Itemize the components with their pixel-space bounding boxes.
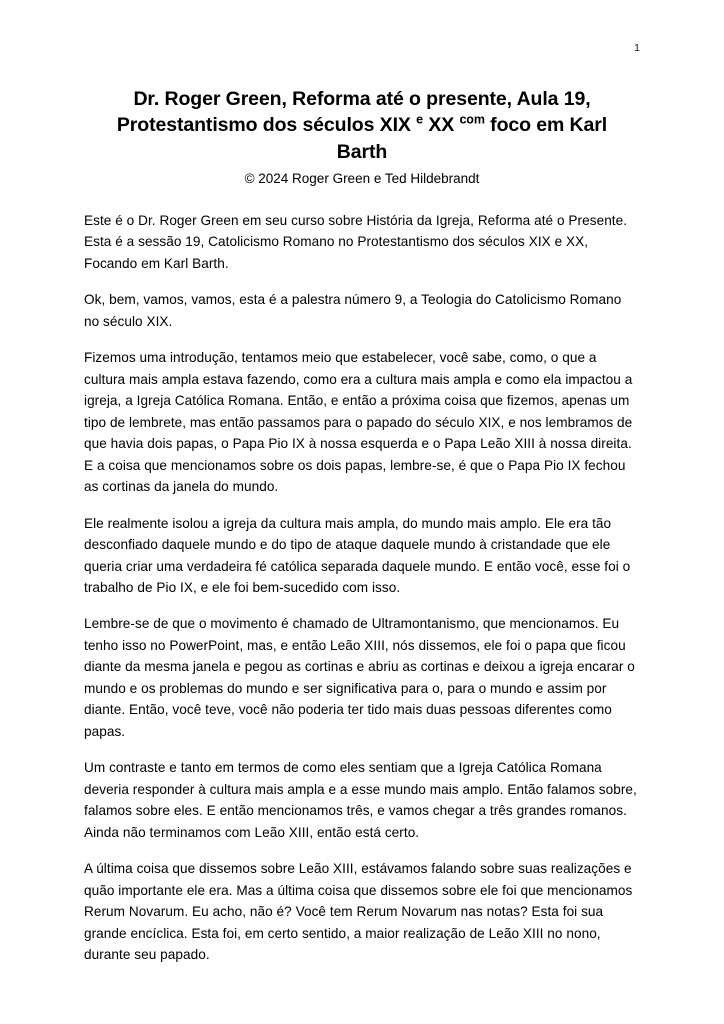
copyright-notice: © 2024 Roger Green e Ted Hildebrandt (244, 170, 480, 186)
title-superscript-com: com (459, 112, 485, 127)
paragraph: Um contraste e tanto em termos de como eles sentiam que a Igreja Católica Romana deveria responder à cultura mais ampla e a esse mundo mais amplo. Então falamos sobre, falamos sobre eles. E então mencionamos três, e vamos chegar a três grandes romanos. Ainda não terminamos com Leão XIII, então está certo. (84, 760, 637, 840)
page-title (84, 86, 640, 165)
paragraph: Fizemos uma introdução, tentamos meio que estabelecer, você sabe, como, o que a cultura mais ampla estava fazendo, como era a cultura mais ampla e como ela impactou a igreja, a Igreja Católica Romana. Então, e então a próxima coisa que fizemos, apenas um tipo de lembrete, mas então passamos para o papado do século XIX, e nos lembramos de que havia dois papas, o Papa Pio IX à nossa esquerda e o Papa Leão XIII à nossa direita. E a coisa que mencionamos sobre os dois papas, lembre-se, é que o Papa Pio IX fechou as cortinas da janela do mundo. (84, 350, 633, 495)
paragraph: Ele realmente isolou a igreja da cultura mais ampla, do mundo mais amplo. Ele era tão desconfiado daquele mundo e do tipo de ataque daquele mundo à cristandade que ele queria criar uma verdadeira fé católica separada daquele mundo. E então você, esse foi o trabalho de Pio IX, e ele foi bem-sucedido com isso. (84, 515, 631, 595)
page-number: 1 (634, 42, 640, 54)
paragraph: Ok, bem, vamos, vamos, esta é a palestra número 9, a Teologia do Catolicismo Romano no século XIX. (84, 292, 622, 329)
title-line-3: Barth (336, 140, 388, 163)
paragraph: A última coisa que dissemos sobre Leão XIII, estávamos falando sobre suas realizações e quão importante ele era. Mas a última coisa que dissemos sobre ele foi que mencionamos Rerum Novarum. Eu acho, não é? Você tem Rerum Novarum nas notas? Esta foi sua grande encíclica. Esta foi, em certo sentido, a maior realização de Leão XIII no nono, durante seu papado. (84, 861, 633, 962)
title-line-2-part-a: Protestantismo dos séculos XIX (116, 114, 417, 137)
paragraph: Lembre-se de que o movimento é chamado de Ultramontanismo, que mencionamos. Eu tenho isso no PowerPoint, mas, e então Leão XIII, nós dissemos, ele foi o papa que ficou diante da mesma janela e pegou as cortinas e abriu as cortinas e deixou a igreja encarar o mundo e os problemas do mundo e ser significativa para o, para o mundo e assim por diante. Então, você teve, você não poderia ter tido mais duas pessoas diferentes como papas. (84, 616, 635, 739)
title-superscript-e: e (416, 112, 423, 127)
title-line-2-part-b: XX (423, 114, 460, 137)
title-block (84, 86, 640, 186)
document-body (84, 210, 640, 966)
paragraph: Este é o Dr. Roger Green em seu curso sobre História da Igreja, Reforma até o Presente. Esta é a sessão 19, Catolicismo Romano no Protestantismo dos séculos XIX e XX, Focando em Karl Barth. (84, 212, 628, 271)
title-line-2-part-c: foco em Karl (484, 114, 608, 137)
title-line-1: Dr. Roger Green, Reforma até o presente, Aula 19, (133, 88, 591, 110)
